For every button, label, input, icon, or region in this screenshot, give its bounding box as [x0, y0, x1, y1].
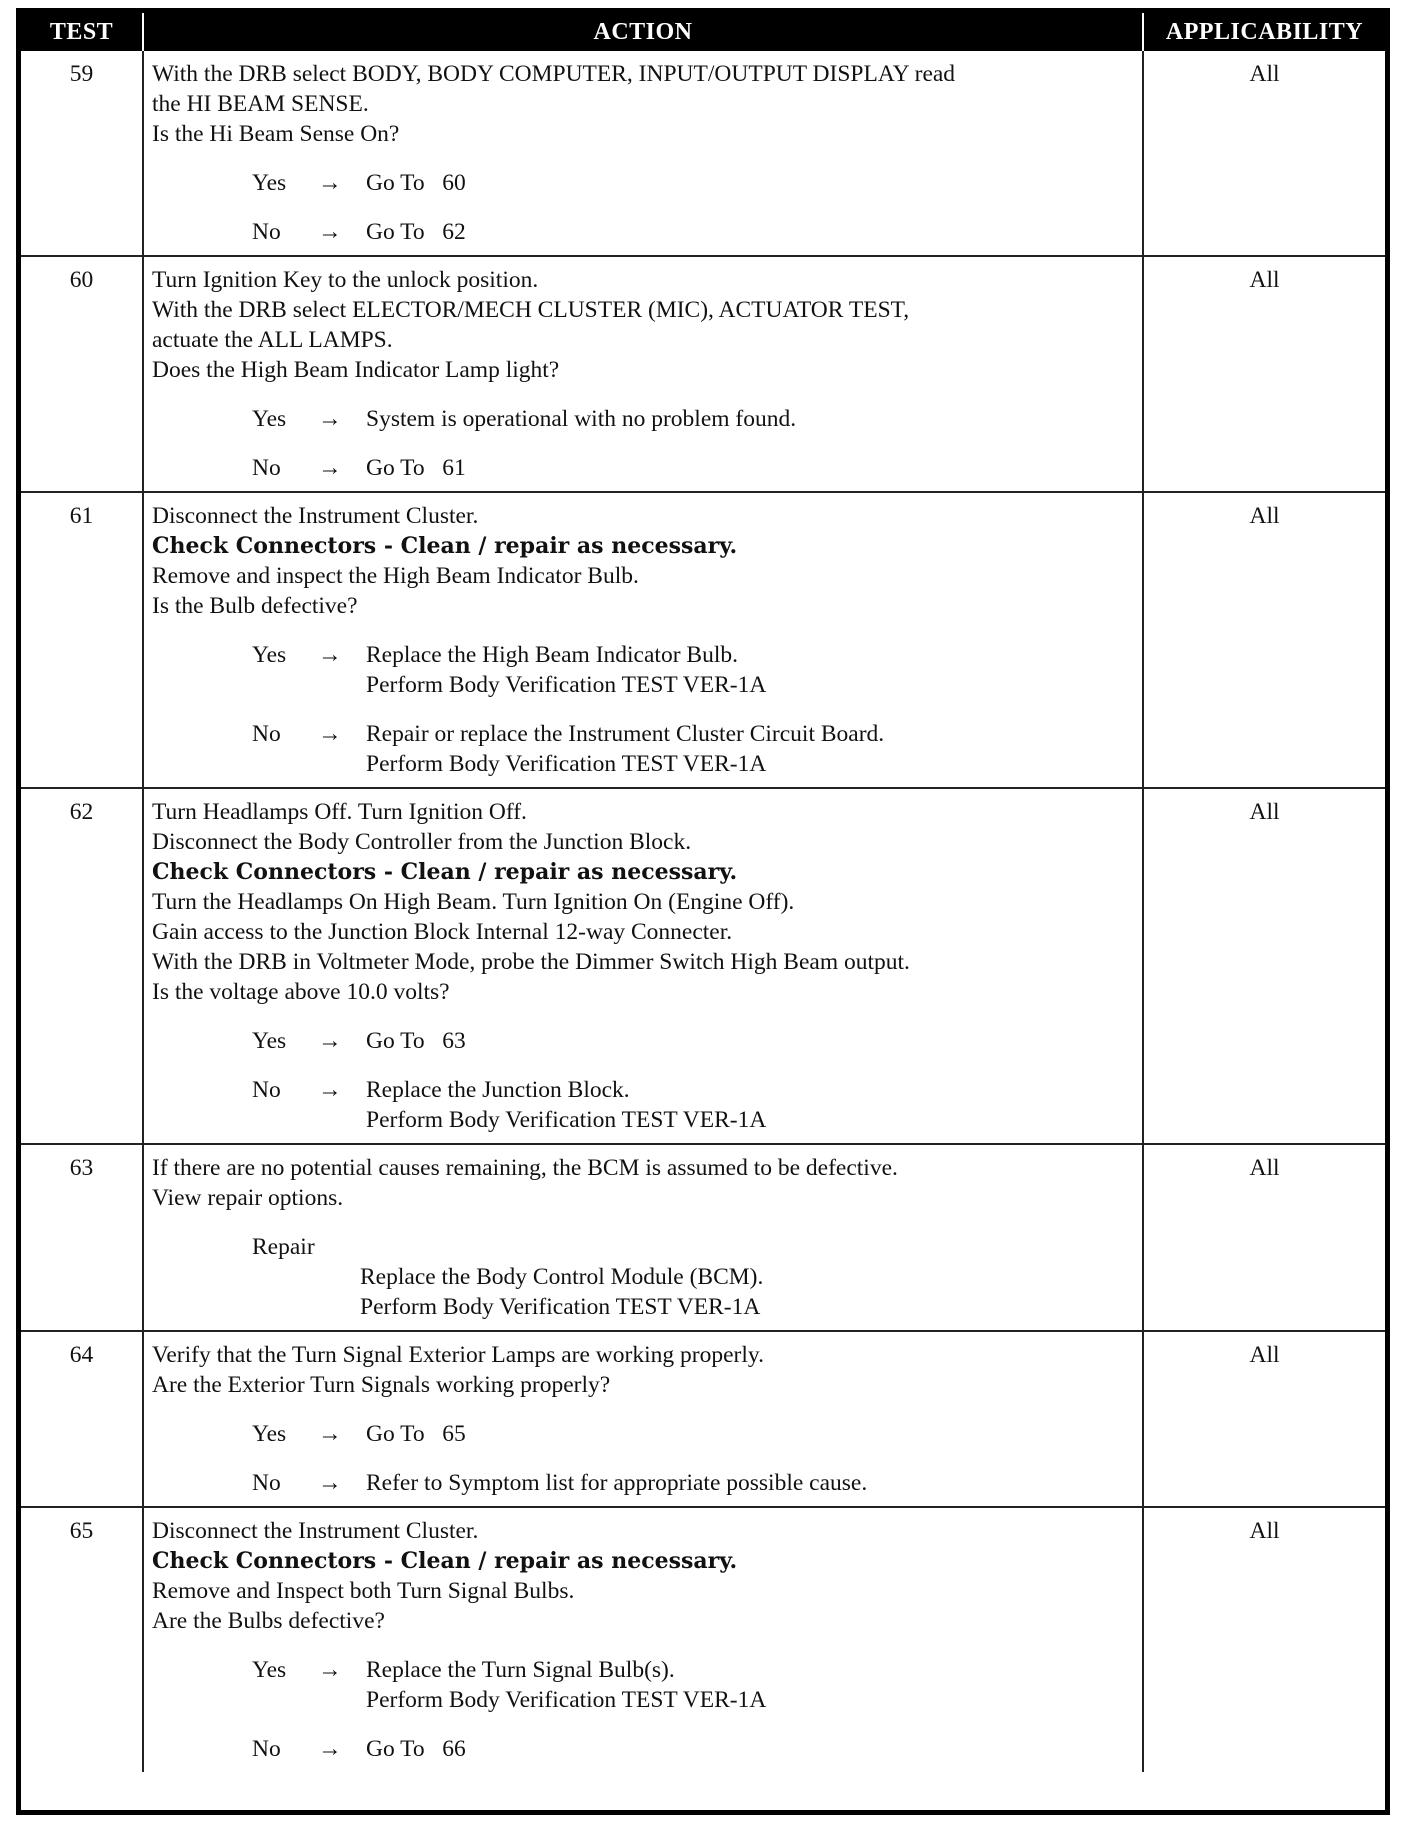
repair-step: Perform Body Verification TEST VER-1A — [360, 1294, 761, 1320]
action-cell — [143, 1144, 1143, 1331]
action-line: Are the Exterior Turn Signals working properly? — [152, 1372, 611, 1398]
action-line: View repair options. — [152, 1185, 344, 1211]
answer-label: No — [252, 455, 281, 481]
test-number: 60 — [21, 256, 143, 492]
arrow-icon: → — [318, 170, 342, 196]
action-line: If there are no potential causes remaining, the BCM is assumed to be defective. — [152, 1155, 898, 1181]
arrow-icon: → — [318, 642, 342, 668]
action-line: Turn Headlamps Off. Turn Ignition Off. — [152, 799, 527, 825]
arrow-icon: → — [318, 455, 342, 481]
answer-result: Perform Body Verification TEST VER-1A — [366, 1687, 767, 1713]
arrow-icon: → — [318, 721, 342, 747]
action-line: Does the High Beam Indicator Lamp light? — [152, 357, 560, 383]
check-connectors-note: Check Connectors - Clean / repair as necessary. — [152, 859, 738, 885]
answer-result: Go To 62 — [366, 219, 466, 245]
answer-yes — [252, 404, 1134, 434]
answer-result: Go To 63 — [366, 1028, 466, 1054]
action-line: Gain access to the Junction Block Internal 12-way Connecter. — [152, 919, 733, 945]
arrow-icon: → — [318, 1077, 342, 1103]
action-line: Disconnect the Instrument Cluster. — [152, 1518, 479, 1544]
action-line: With the DRB select BODY, BODY COMPUTER, INPUT/OUTPUT DISPLAY read — [152, 61, 956, 87]
test-row-62 — [21, 788, 1385, 1144]
answer-result: Perform Body Verification TEST VER-1A — [366, 672, 767, 698]
arrow-icon: → — [318, 1470, 342, 1496]
answer-yes — [252, 1419, 1134, 1449]
arrow-icon: → — [318, 406, 342, 432]
answer-no — [252, 453, 1134, 483]
answer-label: No — [252, 1470, 281, 1496]
repair-step: Replace the Body Control Module (BCM). — [360, 1264, 764, 1290]
action-line: Remove and inspect the High Beam Indicator Bulb. — [152, 563, 639, 589]
answer-result: Go To 65 — [366, 1421, 466, 1447]
answer-label: No — [252, 1077, 281, 1103]
test-number: 63 — [21, 1144, 143, 1331]
test-number: 65 — [21, 1507, 143, 1772]
test-row-60 — [21, 256, 1385, 492]
test-row-63 — [21, 1144, 1385, 1331]
arrow-icon: → — [318, 1421, 342, 1447]
answer-no — [252, 1075, 1134, 1135]
action-cell — [143, 1331, 1143, 1507]
answer-label: Yes — [252, 1028, 287, 1054]
action-line: Remove and Inspect both Turn Signal Bulbs. — [152, 1578, 575, 1604]
action-line: Is the Hi Beam Sense On? — [152, 121, 400, 147]
arrow-icon: → — [318, 1736, 342, 1762]
answer-label: Yes — [252, 170, 287, 196]
header-action: ACTION — [143, 13, 1143, 51]
test-number: 62 — [21, 788, 143, 1144]
applicability-cell: All — [1143, 1507, 1385, 1772]
answer-result: Perform Body Verification TEST VER-1A — [366, 1107, 767, 1133]
repair-options — [252, 1232, 1134, 1322]
check-connectors-note: Check Connectors - Clean / repair as necessary. — [152, 533, 738, 559]
answer-label: Yes — [252, 406, 287, 432]
action-line: Disconnect the Body Controller from the Junction Block. — [152, 829, 692, 855]
answer-result: System is operational with no problem found. — [366, 406, 797, 432]
answer-result: Go To 61 — [366, 455, 466, 481]
answer-result: Go To 66 — [366, 1736, 466, 1762]
action-cell — [143, 51, 1143, 256]
header-test: TEST — [21, 13, 143, 51]
action-cell — [143, 492, 1143, 788]
answer-label: No — [252, 721, 281, 747]
check-connectors-note: Check Connectors - Clean / repair as necessary. — [152, 1548, 738, 1574]
action-cell — [143, 1507, 1143, 1772]
arrow-icon: → — [318, 219, 342, 245]
answer-no — [252, 1468, 1134, 1498]
repair-label: Repair — [252, 1234, 315, 1260]
arrow-icon: → — [318, 1028, 342, 1054]
action-line: With the DRB select ELECTOR/MECH CLUSTER (MIC), ACTUATOR TEST, — [152, 297, 910, 323]
answer-result: Replace the Junction Block. — [366, 1077, 630, 1103]
answer-no — [252, 1734, 1134, 1764]
answer-result: Replace the High Beam Indicator Bulb. — [366, 642, 738, 668]
answer-label: No — [252, 1736, 281, 1762]
test-row-65 — [21, 1507, 1385, 1772]
action-cell — [143, 256, 1143, 492]
action-line: Is the voltage above 10.0 volts? — [152, 979, 450, 1005]
answer-label: Yes — [252, 1421, 287, 1447]
test-number: 59 — [21, 51, 143, 256]
diagnostic-test-table-sheet — [16, 8, 1390, 1815]
answer-result: Replace the Turn Signal Bulb(s). — [366, 1657, 675, 1683]
answer-result: Refer to Symptom list for appropriate possible cause. — [366, 1470, 868, 1496]
arrow-icon: → — [318, 1657, 342, 1683]
answer-result: Perform Body Verification TEST VER-1A — [366, 751, 767, 777]
action-line: With the DRB in Voltmeter Mode, probe the Dimmer Switch High Beam output. — [152, 949, 910, 975]
test-row-61 — [21, 492, 1385, 788]
action-line: Are the Bulbs defective? — [152, 1608, 385, 1634]
answer-no — [252, 719, 1134, 779]
action-line: the HI BEAM SENSE. — [152, 91, 369, 117]
test-number: 61 — [21, 492, 143, 788]
action-line: Disconnect the Instrument Cluster. — [152, 503, 479, 529]
answer-yes — [252, 1655, 1134, 1715]
applicability-cell: All — [1143, 788, 1385, 1144]
test-number: 64 — [21, 1331, 143, 1507]
applicability-cell: All — [1143, 256, 1385, 492]
answer-yes — [252, 1026, 1134, 1056]
applicability-cell: All — [1143, 1144, 1385, 1331]
answer-result: Repair or replace the Instrument Cluster Circuit Board. — [366, 721, 885, 747]
action-line: Is the Bulb defective? — [152, 593, 358, 619]
action-line: actuate the ALL LAMPS. — [152, 327, 393, 353]
header-applicability: APPLICABILITY — [1143, 13, 1385, 51]
answer-label: Yes — [252, 642, 287, 668]
answer-yes — [252, 168, 1134, 198]
applicability-cell: All — [1143, 51, 1385, 256]
answer-label: Yes — [252, 1657, 287, 1683]
action-line: Turn the Headlamps On High Beam. Turn Ignition On (Engine Off). — [152, 889, 795, 915]
action-line: Turn Ignition Key to the unlock position. — [152, 267, 539, 293]
test-row-64 — [21, 1331, 1385, 1507]
test-row-59 — [21, 51, 1385, 256]
answer-label: No — [252, 219, 281, 245]
answer-result: Go To 60 — [366, 170, 466, 196]
applicability-cell: All — [1143, 492, 1385, 788]
answer-yes — [252, 640, 1134, 700]
action-line: Verify that the Turn Signal Exterior Lamps are working properly. — [152, 1342, 764, 1368]
action-cell — [143, 788, 1143, 1144]
answer-no — [252, 217, 1134, 247]
diagnostic-test-table — [21, 13, 1385, 1772]
table-header-row — [21, 13, 1385, 51]
applicability-cell: All — [1143, 1331, 1385, 1507]
